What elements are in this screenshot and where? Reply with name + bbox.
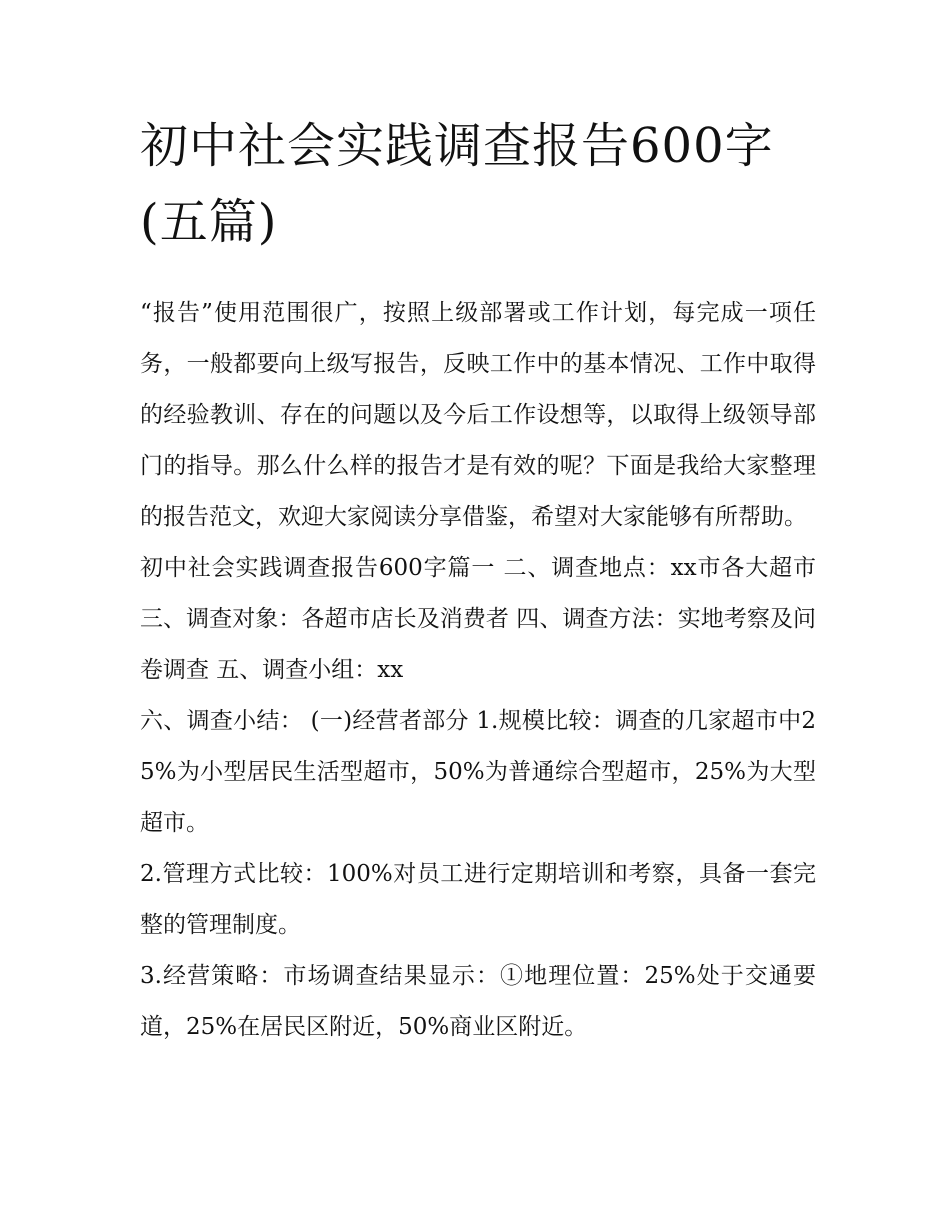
document-page [140,108,816,1053]
document-title: 初中社会实践调查报告600字(五篇) [140,118,774,250]
paragraph-summary-scale: 六、调查小结： (一)经营者部分 1.规模比较：调查的几家超市中25%为小型居民生活型超市，50%为普通综合型超市，25%为大型超市。 [140,708,816,836]
paragraph-intro: “报告”使用范围很广，按照上级部署或工作计划，每完成一项任务，一般都要向上级写报告，反映工作中的基本情况、工作中取得的经验教训、存在的问题以及今后工作设想等，以取得上级领导部门的指导。那么什么样的报告才是有效的呢？下面是我给大家整理的报告范文，欢迎大家阅读分享借鉴，希望对大家能够有所帮助。 [140,300,816,530]
paragraph-survey-info: 初中社会实践调查报告600字篇一 二、调查地点：xx市各大超市 三、调查对象：各超市店长及消费者 四、调查方法：实地考察及问卷调查 五、调查小组：xx [140,555,816,683]
paragraph-strategy: 3.经营策略：市场调查结果显示：①地理位置：25%处于交通要道，25%在居民区附近，50%商业区附近。 [140,963,816,1040]
paragraph-management: 2.管理方式比较：100%对员工进行定期培训和考察，具备一套完整的管理制度。 [140,861,816,938]
